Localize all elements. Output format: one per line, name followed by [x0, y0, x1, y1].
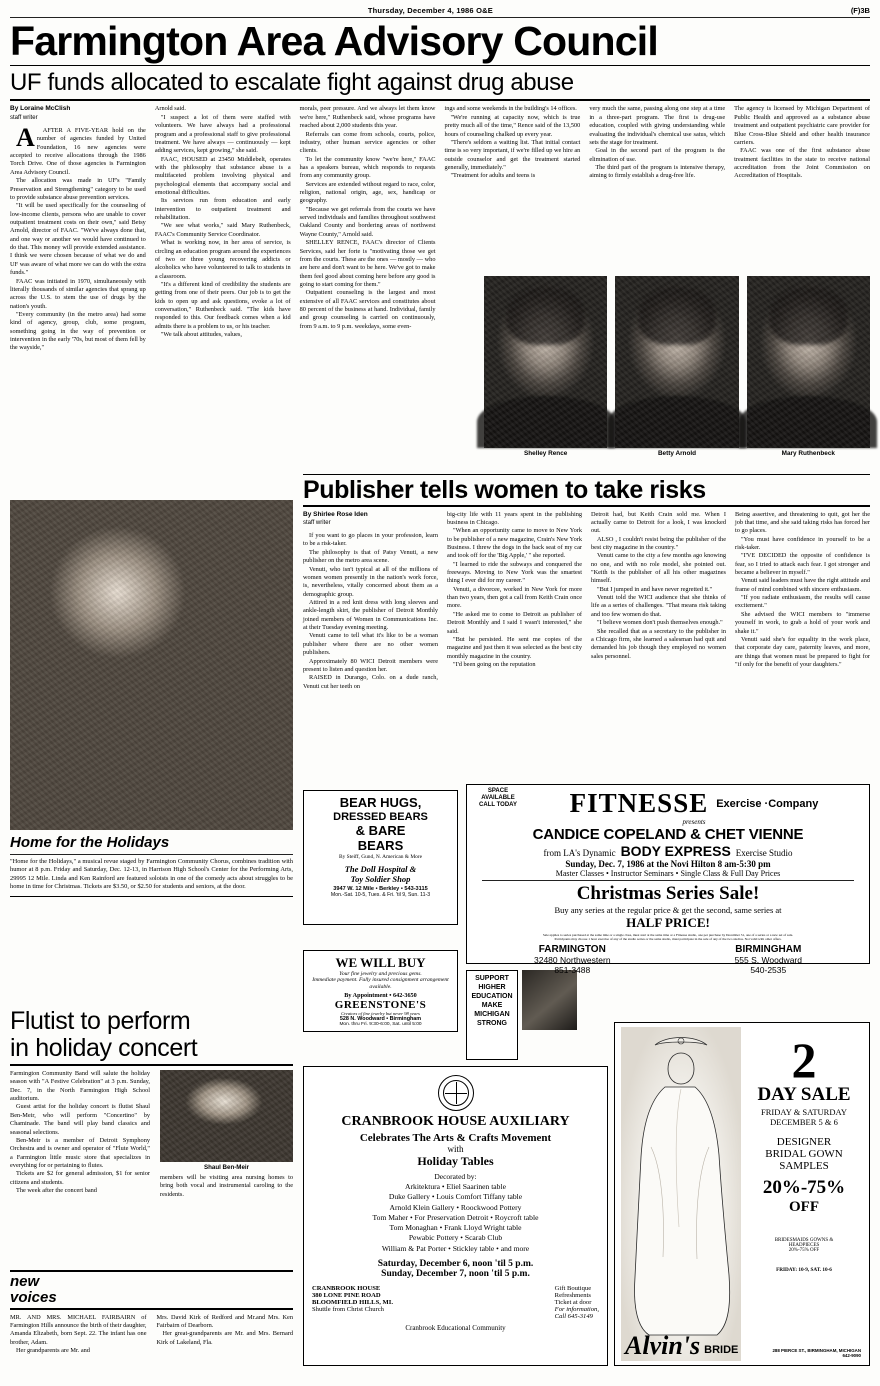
lead-p8: FAAC, HOUSED at 23450 Middlebelt, operates with the philosophy that substance abuse is a multifaceted problem involving physical and psychological elements that accompany social and emotional difficulties.: [154, 155, 291, 197]
lead-p7: "I suspect a lot of them were staffed with volunteers. We have always had a professional program and a professional staff to give professional treatment. We have always — continuously — kept adding services, kept growing," she said.: [154, 113, 291, 155]
ad-cranbrook-house-auxiliary[interactable]: [303, 1066, 608, 1366]
support-l3: EDUCATION: [471, 993, 513, 1001]
jewelry-store-name: GREENSTONE'S: [334, 998, 427, 1011]
jewelry-headline: WE WILL BUY: [335, 955, 426, 970]
lead-p13: "We talk about attitudes, values,: [160, 331, 242, 339]
lead-p28: The agency is licensed by Michigan Department of Public Health and approved as a substance abuse treatment and outpatient psychiatric care provider for Blue Cross-Blue Shield and other health insurance carriers.: [734, 105, 870, 146]
alvins-designer-2: BRIDAL GOWN: [765, 1147, 843, 1160]
header-date: Thursday, December 4, 1986 O&E: [367, 6, 493, 15]
fitnesse-sale-title: Christmas Series Sale!: [576, 883, 760, 904]
cranbrook-crest: [438, 1075, 474, 1111]
new-voices-title-line1: new: [10, 1273, 40, 1290]
pub-p27: She advised the WICI members to "immerse yourself in work, to grab a hold of your work and shake it.": [735, 610, 870, 635]
nv-p1: MR. AND MRS. MICHAEL FAIRBAIRN of Farmington Hills announce the birth of their daughter, Amanda Elizabeth, born Sept. 22. The infant has one brother, Adam.: [10, 1313, 147, 1346]
cranbrook-shuttle: Shuttle from Christ Church: [312, 1305, 384, 1313]
alvins-small-1: BRIDESMAIDS GOWNS &: [774, 1237, 834, 1243]
lead-p12: "It's a different kind of credibility the students are getting from one of their peers. Our job is to get the kids to open up and ask questions, evoke a lot of conversation," Ruthenbeck said. "The kids have responded to this. Our feedback comes when a kid admits there is a problem to us, or his teacher.: [154, 280, 291, 330]
pub-p1: If you want to go places in your profession, learn to be a risk-taker.: [303, 532, 438, 548]
bear-line3: & BARE: [355, 822, 406, 838]
lead-p21: ings and some weekends in the building's 14 offices.: [444, 105, 577, 113]
lead-p2: The allocation was made in UF's "Family Preservation and Strengthening" category to be used to provide substance abuse prevention services.: [10, 177, 146, 201]
lead-p17: Services are extended without regard to race, color, religion, national origin, age, sex, handicap or geography.: [299, 180, 436, 205]
cranbrook-list-item: Pewabic Pottery • Scarab Club: [408, 1233, 503, 1243]
publisher-col-1: [303, 511, 438, 691]
bridal-gown-icon: [621, 1027, 741, 1360]
alvins-off: OFF: [789, 1198, 819, 1215]
cranbrook-sunday: Sunday, December 7, noon 'til 5 p.m.: [381, 1268, 530, 1279]
pub-p13: "But he persisted. He sent me copies of the magazine and just then it was selected as the best city monthly magazine in the country.: [447, 635, 582, 660]
nv-p3: Mrs. David Kirk of Redford and Mr.and Mrs. Ken Fairbairn of Dearborn.: [156, 1313, 293, 1329]
portrait-caption: Mary Ruthenbeck: [781, 450, 835, 457]
ad-greenstones[interactable]: [303, 950, 458, 1032]
pub-p23: "You must have confidence in yourself to be a risk-taker.: [735, 535, 870, 551]
ad-alvins-bride[interactable]: [614, 1022, 870, 1366]
lead-col-2: [155, 105, 291, 352]
bear-shop-line2: Toy Soldier Shop: [350, 873, 411, 884]
pub-p11: Venuti, a divorcee, worked in New York for more than two years, then got a call from Keith Crain once more.: [447, 585, 582, 610]
cranbrook-list-item: Duke Gallery • Louis Comfort Tiffany table: [388, 1192, 523, 1202]
portrait-shelley-rence: [484, 276, 607, 457]
lead-byline-sub: staff writer: [10, 115, 38, 122]
holidays-caption: "Home for the Holidays," a musical revue staged by Farmington Community Chorus, combines tradition with humor at 8 p.m. Friday and Saturday, Dec. 12-13, in Harrison High School's Center for the Performing Arts, 29995 12 Mile. Linda and Ken Rainford are featured soloists in one of the comedy acts about struggles to be home in time for Christmas. Tickets are $3.50, or $2.50 for students and seniors, at the door.: [10, 858, 293, 891]
cranbrook-line1: Celebrates The Arts & Crafts Movement: [359, 1132, 552, 1144]
fitnesse-loc2-city: BIRMINGHAM: [735, 944, 802, 956]
lead-p24: "Treatment for adults and teens is: [450, 172, 536, 180]
portrait-caption: Shelley Rence: [523, 450, 568, 457]
cranbrook-list-item: William & Pat Porter • Stickley table • and more: [381, 1243, 530, 1253]
fitnesse-location-farmington: [534, 944, 611, 975]
lead-p27: The third part of the program is intensive therapy, aiming to firmly establish a drug-free life.: [589, 163, 726, 180]
fitnesse-corner-1: SPACE: [487, 788, 509, 794]
page-title: Farmington Area Advisory Council: [10, 18, 658, 64]
lead-p25: very much the same, passing along one step at a time in a three-part program. The first is drug-use education, coupled with giving understanding while evaluating the individual's chemical use satus, which sets the stage for treatment.: [589, 105, 726, 146]
lead-p23: "There's seldom a waiting list. That initial contact time is so very important, if we're filled up we hire an outside counselor and get the treatment started generally, immediately.": [444, 138, 581, 171]
cranbrook-line2: with: [447, 1144, 464, 1154]
alvins-hours: FRIDAY: 10-9, SAT. 10-6: [776, 1266, 832, 1273]
alvins-small-3: 20%-75% OFF: [788, 1247, 820, 1253]
pub-p20: "I believe women don't push themselves enough.": [597, 619, 723, 627]
cranbrook-info-5: Call 645-3149: [554, 1312, 593, 1320]
fitnesse-presents: presents: [682, 818, 706, 826]
lead-byline: By Loraine McClish: [10, 105, 71, 113]
nv-p2: Her grandparents are Mr. and: [16, 1346, 90, 1354]
ad-decorative-block: [522, 970, 577, 1030]
fitnesse-loc1-addr: 32480 Northwestern: [534, 955, 611, 966]
cranbrook-info-4: For information,: [554, 1305, 599, 1313]
flutist-photo-caption: Shaul Ben-Meir: [203, 1164, 250, 1171]
lead-p18: "Because we get referrals from the courts we have served individuals and families throughout southwest Oakland County and bordering areas of northwest Wayne County," Arnold said.: [299, 205, 436, 238]
portrait-caption: Betty Arnold: [657, 450, 697, 457]
cranbrook-footer: Cranbrook Educational Community: [405, 1323, 506, 1332]
cranbrook-info-1: Gift Boutique: [554, 1284, 592, 1292]
pub-p6: Approximately 80 WICI Detroit members were present to listen and question her.: [303, 657, 438, 673]
alvins-footer-1: 288 PIERCE ST., BIRMINGHAM, MICHIGAN: [772, 1348, 861, 1353]
lead-p3: "It will be used specifically for the counseling of low-income clients, persons who are unable to cover outpatient treatment costs on their own," said Betsy Arnold, director of FAAC. "We've always done that, and one way or another we would have continued to do that. This money will provide extended assistance. I think we were chosen because of what we do and UF was aware of what more we can do with the extra funds.": [10, 202, 146, 277]
jewelry-line2: Immediate payment. Fully insured consignment arrangement available.: [312, 977, 449, 990]
fitnesse-studio: Exercise Studio: [735, 848, 793, 858]
cranbrook-decorated-label: Decorated by:: [434, 1172, 477, 1181]
header-page-number: (F)3B: [850, 6, 870, 15]
new-voices-section: [10, 1270, 293, 1355]
lead-p10: "We see what works," said Mary Ruthenbeck, FAAC's Community Service Coordinator.: [154, 222, 291, 238]
page-header: [0, 0, 880, 17]
pub-p18: "But I jumped in and have never regretted it.": [597, 585, 713, 593]
drop-cap: A: [16, 123, 35, 153]
flutist-col-2: [160, 1070, 293, 1199]
fitnesse-loc2-phone: 540-2535: [750, 965, 787, 976]
fitnesse-when: Sunday, Dec. 7, 1986 at the Novi Hilton 8 am-5:30 pm: [565, 859, 771, 869]
pub-p4: Attired in a red knit dress with long sleeves and ankle-length skirt, the publisher of Detroit Monthly joined members of Women in Communications Inc. at their Tuesday evening meeting.: [303, 598, 438, 632]
pub-p24: "I'VE DECIDED the opposite of confidence is fear, so I tried to attack each fear. I got stronger and became a believer in myself.": [735, 552, 870, 577]
alvins-brand: Alvin's: [625, 1331, 701, 1360]
holidays-photo-block: [10, 500, 293, 897]
pub-p14: "I'd been going on the reputation: [453, 660, 536, 668]
lead-col-1: [10, 105, 146, 352]
jewelry-hours: Mon. thru Fri. 9:30-6:00, Sat. until 5:00: [339, 1021, 422, 1027]
jewelry-address: 528 N. Woodward • Birmingham: [339, 1015, 422, 1022]
cranbrook-addr-3: BLOOMFIELD HILLS, MI.: [312, 1298, 393, 1306]
support-l4: MAKE: [481, 1002, 503, 1010]
lead-p1: AFTER A FIVE-YEAR hold on the number of agencies funded by United Foundation, 16 new agencies were accepted to receive allocations through the 1986 Torch Drive. One of those agencies is Farmington Area Advisory Council.: [10, 127, 146, 176]
alvins-big-number: 2: [791, 1032, 817, 1088]
pub-p8: big-city life with 11 years spent in the publishing business in Chicago.: [447, 510, 582, 526]
pub-p7: RAISED in Durango, Colo. on a dude ranch, Venuti cut her teeth on: [303, 674, 438, 690]
pub-p28: Venuti said she's for equality in the work place, that corporate day care, paternity leaves, and more, are things that women must be prepared to fight for "if only for the benefit of your daughters.": [735, 635, 870, 668]
pub-p22: Being assertive, and threatening to quit, got her the job that time, and she said taking risks has forced her to go places.: [735, 510, 870, 535]
pub-p5: Venuti came to tell what it's like to be a woman publisher where there are no other women publishers.: [303, 632, 438, 657]
publisher-byline: By Shirlee Rose Iden: [303, 510, 368, 518]
lead-p4: FAAC was initiated in 1970, simultaneously with literally thousands of similar agencies that sprang up across the U.S. to stem the use of drugs by the nation's youth.: [10, 277, 146, 310]
cranbrook-saturday: Saturday, December 6, noon 'til 5 p.m.: [377, 1258, 534, 1269]
flutist-section: [10, 1008, 293, 1199]
jewelry-tagline: Creators of fine jewelry but never 98 years: [341, 1010, 420, 1016]
fitnesse-body-express: BODY EXPRESS: [620, 843, 731, 859]
fitnesse-half-price: HALF PRICE!: [626, 915, 710, 930]
alvins-when-1: FRIDAY & SATURDAY: [761, 1106, 847, 1117]
alvins-discount: 20%-75%: [762, 1176, 846, 1198]
ad-support-higher-education[interactable]: [466, 970, 518, 1060]
pub-p9: "When an opportunity came to move to New York to be publisher of a new magazine, Crain's New York Business. I threw the dogs in the back seat of my car and took off for the 'Big Apple,' " she reported.: [447, 527, 582, 560]
pub-p12: "He asked me to come to Detroit as publisher of Detroit Monthly and I said I wasn't interested," she said.: [447, 610, 582, 635]
cranbrook-line3: Holiday Tables: [417, 1154, 494, 1168]
publisher-section: [303, 474, 870, 691]
fitnesse-fineprint-1: Sale applies to series purchased at the same time or a single class, must start at the same time or a Fitnesse studio, one per purchase by December 31, one of a series or a new set of sale.: [542, 933, 794, 937]
flutist-p2: Guest artist for the holiday concert is flutist Shaul Ben-Meir, who will perform "Concertino" by Chaminade. The band will play band classics and seasonal selections.: [10, 1103, 150, 1136]
fitnesse-from: from LA's Dynamic: [543, 848, 616, 858]
ad-doll-hospital[interactable]: [303, 790, 458, 925]
pub-p2: The philosophy is that of Patsy Venuti, a new publisher on the metro area scene.: [303, 548, 438, 565]
pub-p21: She recalled that as a secretary to the publisher in a Chicago firm, she learned a salesman had quit and demanded his job though they employed no women sales personnel.: [591, 627, 726, 660]
fitnesse-loc1-city: FARMINGTON: [538, 944, 606, 956]
cranbrook-list-item: Arnold Klein Gallery • Roockwood Pottery: [389, 1202, 522, 1212]
lead-p20: Outpatient counseling is the largest and most extensive of all FAAC services and constitutes about 80 percent of the business at hand. Individual, family and group counseling is carried on continuously, from 9 a.m. to 9 p.m. weekdays, some even-: [299, 289, 436, 330]
support-l6: STRONG: [477, 1020, 507, 1028]
alvins-gown-illustration: [621, 1027, 741, 1361]
alvins-footer-2: 642-9090: [842, 1353, 861, 1358]
lead-col-3: [300, 105, 436, 352]
bear-shop-line1: The Doll Hospital &: [344, 863, 417, 874]
holidays-title: Home for the Holidays: [10, 834, 170, 851]
pub-p10: "I learned to ride the subways and conquered the freeways. Moving to New York was the smartest thing I ever did for my career.": [447, 560, 582, 585]
flutist-p5: The week after the concert band: [16, 1187, 97, 1195]
lead-p9: Its services run from education and early intervention to outpatient treatment and rehabilitation.: [154, 197, 291, 222]
pub-p3: Venuti, who isn't typical at all of the millions of women women presently in the nation's work force, is, nevertheless, vitally concerned about them as a demographic group.: [303, 565, 438, 598]
alvins-designer-3: SAMPLES: [779, 1159, 829, 1172]
alvins-when-2: DECEMBER 5 & 6: [770, 1116, 838, 1127]
holidays-photo: [10, 500, 293, 830]
flutist-p1: Farmington Community Band will salute the holiday season with "A Festive Celebration" at 3 p.m. Sunday, Dec. 7, in the North Farmington High School auditorium.: [10, 1070, 150, 1103]
publisher-headline: Publisher tells women to take risks: [303, 476, 706, 504]
pub-p17: Venuti came to the city a few months ago knowing no one, and with no role model, she pointed out. "Keith is the publisher of all his other magazines himself.: [591, 552, 726, 585]
nv-p4: Her great-grandparents are Mr. and Mrs. Bernard Kirk of Lakeland, Fla.: [156, 1330, 293, 1346]
pub-p25: Venuti said leaders must have the right attitude and frame of mind combined with sincere enthusiasm.: [735, 577, 870, 593]
cranbrook-info-2: Refreshments: [554, 1291, 591, 1299]
fitnesse-logo: FITNESSE: [569, 788, 709, 818]
lead-p19: SHELLEY RENCE, FAAC's director of Clients Services, said her forte is "motivating those we get from the courts. These are the ones — mostly — who are here and don't want to be here. We've got to make them feel good about coming here before any good is going to start coming for them.": [299, 239, 436, 288]
cranbrook-addr-1: CRANBROOK HOUSE: [312, 1284, 381, 1292]
cranbrook-address: [312, 1285, 393, 1320]
support-l5: MICHIGAN: [474, 1011, 510, 1019]
pub-p15: Detroit had, but Keith Crain sold me. When I actually came to Detroit for a look, I was knocked out.: [591, 510, 726, 535]
fitnesse-corner-2: AVAILABLE: [481, 794, 515, 801]
lead-p22: "We're running at capacity now, which is true pretty much all of the time," Rence said of the 13,500 hours of counseling chalked up every year.: [444, 113, 581, 138]
pub-p19: Venuti told the WICI audience that she thinks of life as a series of challenges. "That means risk taking and too few women do that.: [591, 594, 726, 618]
lead-p26: Goal in the second part of the program is the elimination of use.: [589, 147, 726, 163]
cranbrook-info: [555, 1285, 599, 1320]
lead-p15: Referrals can come from schools, courts, police, industry, other human service agencies or other clients.: [299, 130, 436, 155]
fitnesse-company: Exercise ·Company: [716, 797, 819, 810]
alvins-designer-1: DESIGNER: [776, 1135, 832, 1148]
cranbrook-info-3: Ticket at door: [554, 1298, 592, 1306]
fitnesse-classes: Master Classes • Instructor Seminars • Single Class & Full Day Prices: [555, 869, 781, 878]
portrait-mary-ruthenbeck: [747, 276, 870, 457]
flutist-col-1: [10, 1070, 150, 1199]
fitnesse-corner-3: CALL TODAY: [479, 801, 517, 808]
ad-fitnesse[interactable]: [466, 784, 870, 976]
lead-p5: "Every community (in the metro area) had some kind of agency, group, club, some program, something going in the way of prevention or intervention in the early '70s, but most of them fell by the wayside,": [10, 310, 146, 352]
bear-brands: By Steiff, Gund, N. American & More: [339, 854, 422, 861]
fitnesse-loc2-addr: 555 S. Woodward: [734, 955, 802, 966]
support-l1: SUPPORT: [475, 975, 509, 982]
lead-p6: Arnold said.: [154, 105, 186, 113]
fitnesse-stars: CANDICE COPELAND & CHET VIENNE: [532, 826, 804, 843]
cranbrook-title: CRANBROOK HOUSE AUXILIARY: [341, 1114, 570, 1129]
alvins-brand-sub: BRIDE: [704, 1344, 739, 1356]
bear-line4: BEARS: [357, 837, 404, 853]
cranbrook-list-item: Tom Monaghan • Frank Lloyd Wright table: [389, 1223, 522, 1232]
bear-line1: BEAR HUGS,: [339, 795, 422, 810]
bear-line2: DRESSED BEARS: [333, 810, 428, 823]
cranbrook-list-item: Arkitektura • Eliel Saarinen table: [405, 1182, 506, 1191]
publisher-col-4: [735, 511, 870, 691]
new-voices-title-line2: voices: [10, 1288, 57, 1306]
flutist-photo: [160, 1070, 293, 1162]
jewelry-line1: Your fine jewelry and precious gems.: [339, 971, 422, 977]
portraits-row: [484, 276, 870, 457]
lead-p16: To let the community know "we're here," FAAC has a speakers bureau, which responds to requests from any community group.: [299, 155, 436, 180]
alvins-day-sale: DAY SALE: [757, 1083, 851, 1105]
portrait-betty-arnold: [615, 276, 738, 457]
fitnesse-sale-sub: Buy any series at the regular price & get the second, same series at: [554, 905, 782, 915]
pub-p26: "If you radiate enthusiasm, the results will cause excitement.": [735, 594, 870, 610]
flutist-p6: members will be visiting area nursing homes to bring both vocal and instrumental caroling to the residents.: [160, 1174, 293, 1198]
flutist-headline-line1: Flutist to perform: [10, 1007, 191, 1035]
new-voices-col-2: [157, 1314, 294, 1356]
bear-hours: Mon.-Sat. 10-5, Tues. & Fri. 'til 9, Sun. 11-3: [330, 891, 431, 898]
fitnesse-location-birmingham: [735, 944, 802, 975]
publisher-col-2: [447, 511, 582, 691]
publisher-byline-sub: staff writer: [303, 520, 331, 527]
fitnesse-loc1-phone: 851-3488: [554, 965, 591, 976]
bear-address: 3947 W. 12 Mile • Berkley • 543-3115: [333, 885, 428, 892]
fitnesse-fineprint-2: Participants may choose 1 hour exercise of any of the studio series or the same studio, must participate in the sale of any of the two studios. Not valid with other offers.: [554, 937, 782, 942]
cranbrook-list-item: Tom Maher • For Preservation Detroit • Roycroft table: [372, 1212, 539, 1222]
lead-story-headline: UF funds allocated to escalate fight against drug abuse: [10, 69, 574, 97]
alvins-small-2: HEADPIECES: [788, 1242, 820, 1248]
cranbrook-decorator-list: [312, 1182, 599, 1254]
flutist-headline-line2: in holiday concert: [10, 1033, 198, 1062]
new-voices-col-1: [10, 1314, 147, 1356]
lead-p11: What is working now, in her area of service, is circling an education program around the experiences of two or three young recovering addicts or alcoholics who have volunteered to talk to students in a classroom.: [154, 239, 291, 280]
lead-p29: FAAC was one of the first substance abuse treatment facilities in the state to receive national accreditation from the Joint Commission on Accreditation of Hospitals.: [734, 147, 870, 180]
pub-p16: ALSO , I couldn't resist being the publisher of the best city magazine in the country.": [591, 535, 726, 551]
flutist-p4: Tickets are $2 for general admission, $1 for senior citizens and students.: [10, 1170, 150, 1186]
lead-p14: morals, peer pressure. And we always let them know we're here," Ruthenbeck said, whose programs have reached about 2,000 students this year.: [299, 105, 436, 130]
jewelry-appointment: By Appointment • 642-3650: [344, 991, 417, 999]
cranbrook-addr-2: 380 LONE PINE ROAD: [312, 1291, 381, 1299]
publisher-col-3: [591, 511, 726, 691]
flutist-p3: Ben-Meir is a member of Detroit Symphony Orchestra and is owner and operator of "Flute World," a Farmington little music store that specializes in everything for or pertaining to flutes.: [10, 1136, 150, 1169]
support-l2: HIGHER: [478, 984, 506, 992]
